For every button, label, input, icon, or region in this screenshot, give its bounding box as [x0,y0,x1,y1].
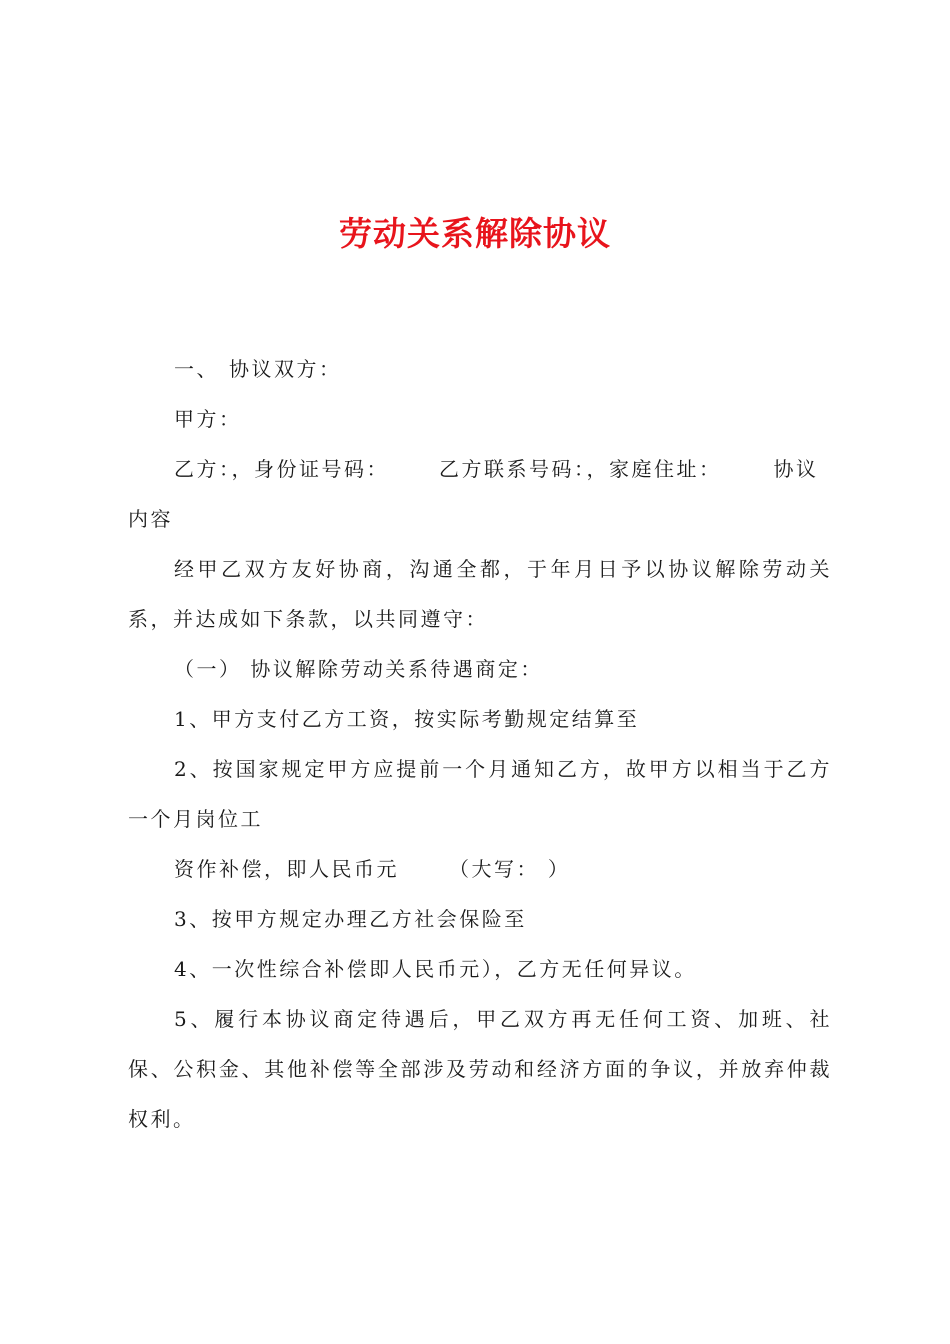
party-b-phone-field: 乙方联系号码：，家庭住址： [439,457,722,481]
item-2: 2、按国家规定甲方应提前一个月通知乙方，故甲方以相当于乙方一个月岗位工 [128,757,832,831]
item-5: 5、履行本协议商定待遇后，甲乙双方再无任何工资、加班、社保、公积金、其他补偿等全部涉及劳动和经济方面的争议，并放弃仲裁权利。 [128,1007,832,1131]
document-title: 劳动关系解除协议 [339,214,611,253]
parties-heading-number: 一、 [174,357,219,381]
party-a-line: 甲方： [174,407,242,431]
party-b-line [128,444,832,544]
item-1: 1、甲方支付乙方工资，按实际考勤规定结算至 [174,707,640,731]
item-2-amount-in-words: （大写： ） [449,857,571,881]
parties-heading [128,344,832,394]
party-b-name-field: 乙方：，身份证号码： [174,457,389,481]
item-4: 4、一次性综合补偿即人民币元），乙方无任何异议。 [174,957,697,981]
agreement-content-heading-part2: 内容 [128,507,173,531]
document-body [128,344,832,1144]
agreement-content-heading-part1: 协议 [773,457,819,481]
parties-heading-text: 协议双方： [229,357,342,381]
intro-paragraph: 经甲乙双方友好协商，沟通全都，于年月日予以协议解除劳动关系，并达成如下条款，以共同遵守： [128,557,832,631]
item-3: 3、按甲方规定办理乙方社会保险至 [174,907,527,931]
item-2-amount: 资作补偿，即人民币元 [174,857,399,881]
clause-1-heading: （一） 协议解除劳动关系待遇商定： [174,657,543,681]
item-2-continuation [128,844,832,894]
